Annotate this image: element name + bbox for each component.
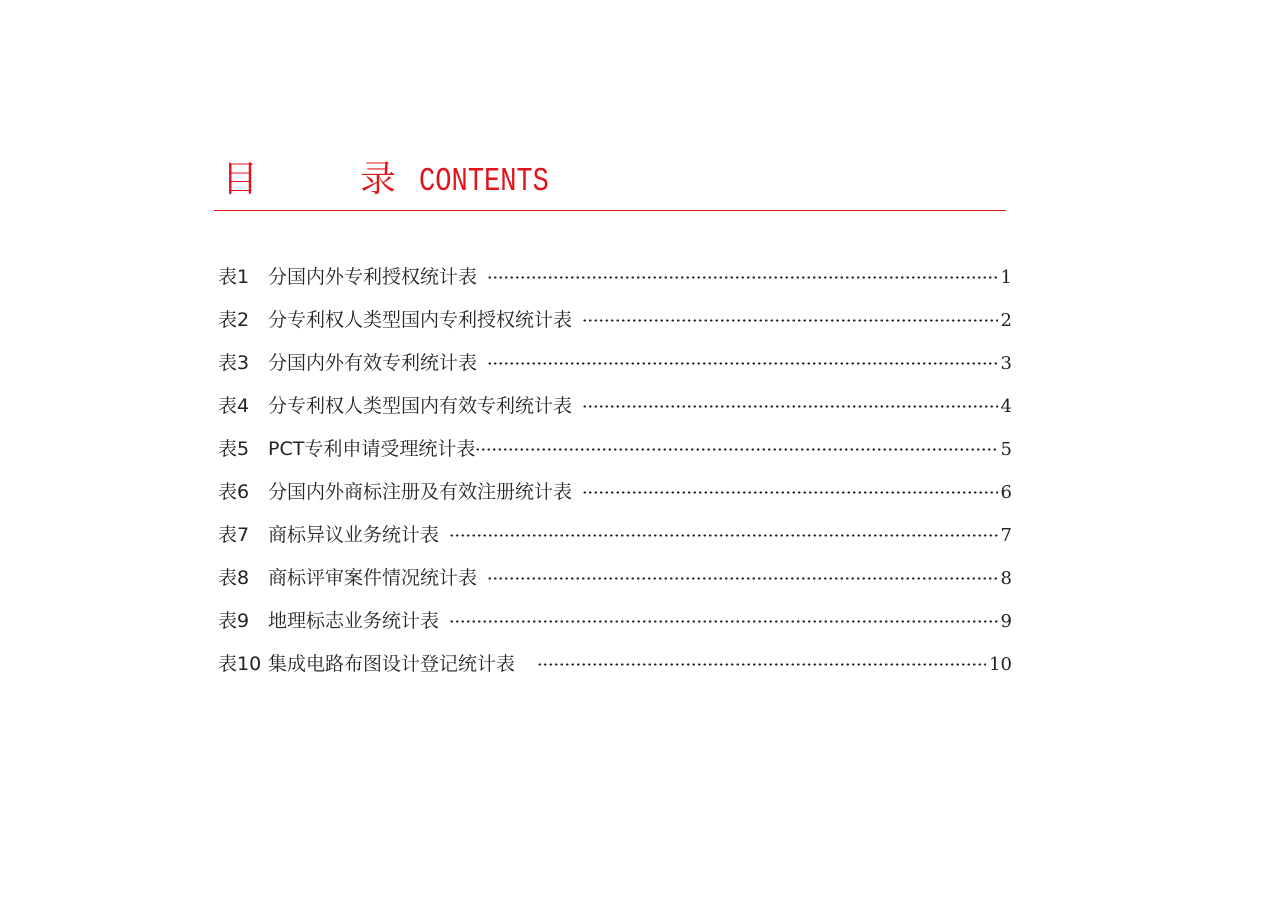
heading-contents-english: CONTENTS xyxy=(419,163,549,200)
toc-entry-page-number: 1 xyxy=(1000,267,1012,288)
toc-entry-page-number: 5 xyxy=(1000,439,1012,460)
toc-entry-8[interactable] xyxy=(218,557,1012,600)
toc-entry-4[interactable] xyxy=(218,385,1012,428)
toc-entry-label: 表7 xyxy=(218,524,250,546)
toc-entry-6[interactable] xyxy=(218,471,1012,514)
toc-entry-label: 表10 xyxy=(218,653,262,675)
toc-entry-page-number: 2 xyxy=(1000,310,1012,331)
toc-entry-9[interactable] xyxy=(218,600,1012,643)
toc-entry-title: 分国内外商标注册及有效注册统计表 xyxy=(268,481,573,503)
toc-entry-label: 表9 xyxy=(218,610,250,632)
toc-entry-label: 表3 xyxy=(218,352,250,374)
toc-entry-label: 表8 xyxy=(218,567,250,589)
toc-entry-title: 分国内外专利授权统计表 xyxy=(268,266,478,288)
toc-entry-title: 集成电路布图设计登记统计表 xyxy=(268,653,516,675)
toc-list xyxy=(218,256,1012,686)
toc-entry-page-number: 10 xyxy=(989,654,1012,675)
toc-entry-page-number: 7 xyxy=(1000,525,1012,546)
toc-entry-page-number: 8 xyxy=(1000,568,1012,589)
toc-entry-label: 表1 xyxy=(218,266,250,288)
toc-entry-title: 分专利权人类型国内专利授权统计表 xyxy=(268,309,573,331)
toc-entry-page-number: 4 xyxy=(1000,396,1012,417)
toc-dot-leader xyxy=(449,600,1000,643)
toc-entry-label: 表2 xyxy=(218,309,250,331)
toc-entry-7[interactable] xyxy=(218,514,1012,557)
toc-entry-page-number: 9 xyxy=(1000,611,1012,632)
toc-dot-leader xyxy=(582,471,1000,514)
toc-entry-page-number: 3 xyxy=(1000,353,1012,374)
toc-dot-leader xyxy=(582,299,1000,342)
heading-char-lu: 录 xyxy=(360,159,397,200)
toc-heading xyxy=(218,156,1008,204)
toc-dot-leader xyxy=(582,385,1000,428)
toc-entry-title: PCT专利申请受理统计表 xyxy=(268,438,476,460)
toc-entry-title: 分专利权人类型国内有效专利统计表 xyxy=(268,395,573,417)
toc-dot-leader xyxy=(487,256,1000,299)
toc-entry-title: 商标异议业务统计表 xyxy=(268,524,440,546)
toc-dot-leader xyxy=(537,643,988,686)
toc-entry-10[interactable] xyxy=(218,643,1012,686)
toc-dot-leader xyxy=(487,342,1000,385)
heading-char-mu: 目 xyxy=(222,159,259,200)
toc-entry-2[interactable] xyxy=(218,299,1012,342)
toc-entry-3[interactable] xyxy=(218,342,1012,385)
toc-dot-leader xyxy=(475,428,999,471)
toc-entry-title: 商标评审案件情况统计表 xyxy=(268,567,478,589)
toc-entry-page-number: 6 xyxy=(1000,482,1012,503)
toc-dot-leader xyxy=(487,557,1000,600)
toc-entry-1[interactable] xyxy=(218,256,1012,299)
toc-entry-title: 分国内外有效专利统计表 xyxy=(268,352,478,374)
toc-dot-leader xyxy=(449,514,1000,557)
toc-entry-title: 地理标志业务统计表 xyxy=(268,610,440,632)
toc-entry-label: 表5 xyxy=(218,438,250,460)
heading-divider xyxy=(214,210,1006,211)
toc-entry-label: 表6 xyxy=(218,481,250,503)
toc-entry-5[interactable] xyxy=(218,428,1012,471)
toc-entry-label: 表4 xyxy=(218,395,250,417)
